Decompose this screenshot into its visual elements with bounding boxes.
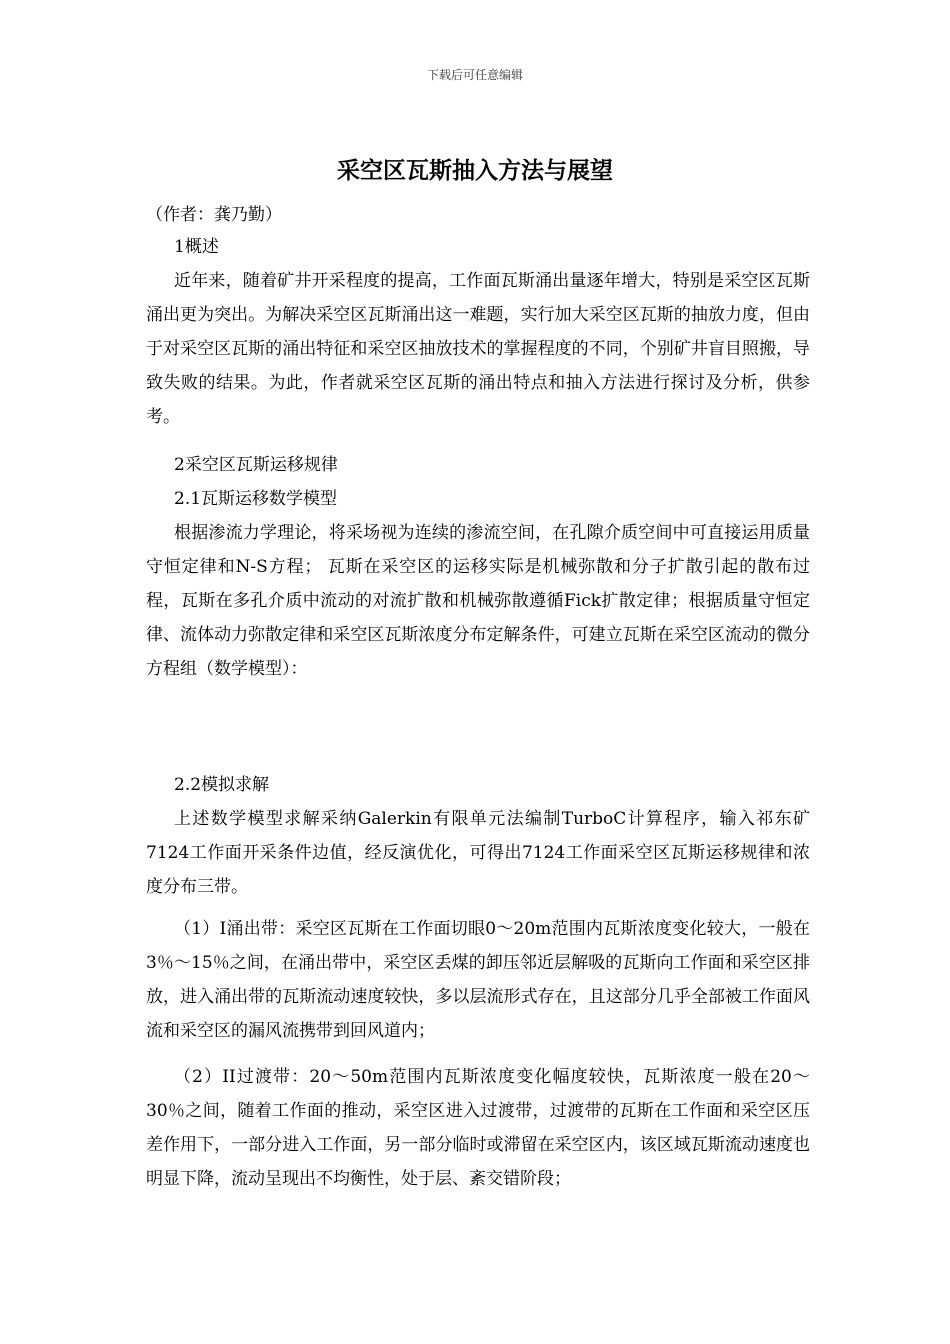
- page-header-note: 下载后可任意编辑: [426, 68, 523, 82]
- paragraph-solution: 上述数学模型求解采纳Galerkin有限单元法编制TurboC计算程序，输入祁东矿7124工作面开采条件边值，经反演优化，可得出7124工作面采空区瓦斯运移规律和浓度分布三带。: [146, 809, 810, 897]
- document-title: 采空区瓦斯抽入方法与展望: [337, 157, 613, 184]
- author-line: （作者：龚乃勤）: [146, 205, 282, 225]
- paragraph-transition-zone: （2）II过渡带：20～50m范围内瓦斯浓度变化幅度较快，瓦斯浓度一般在20～30％之间，随着工作面的推动，采空区进入过渡带，过渡带的瓦斯在工作面和采空区压差作用下，一部分进入工作面，另一部分临时或滞留在采空区内，该区域瓦斯流动速度也明显下降，流动呈现出不均衡性，处于层、紊交错阶段；: [146, 1067, 810, 1189]
- section-2-1-heading: 2.1瓦斯运移数学模型: [174, 489, 338, 509]
- paragraph-emission-zone: （1）I涌出带：采空区瓦斯在工作面切眼0～20m范围内瓦斯浓度变化较大，一般在3％～15％之间，在涌出带中，采空区丢煤的卸压邻近层解吸的瓦斯向工作面和采空区排放，进入涌出带的瓦斯流动速度较快，多以层流形式存在，且这部分几乎全部被工作面风流和采空区的漏风流携带到回风道内；: [146, 919, 810, 1041]
- section-2-2-heading: 2.2模拟求解: [174, 775, 270, 795]
- paragraph-math-model: 根据渗流力学理论，将采场视为连续的渗流空间，在孔隙介质空间中可直接运用质量守恒定律和N-S方程； 瓦斯在采空区的运移实际是机械弥散和分子扩散引起的散布过程，瓦斯在多孔介质中流动的对流扩散和机械弥散遵循Fick扩散定律；根据质量守恒定律、流体动力弥散定律和采空区瓦斯浓度分布定解条件，可建立瓦斯在采空区流动的微分方程组（数学模型）：: [146, 523, 810, 679]
- section-2-heading: 2采空区瓦斯运移规律: [174, 455, 338, 475]
- paragraph-overview: 近年来，随着矿井开采程度的提高，工作面瓦斯涌出量逐年增大，特别是采空区瓦斯涌出更为突出。为解决采空区瓦斯涌出这一难题，实行加大采空区瓦斯的抽放力度，但由于对采空区瓦斯的涌出特征和采空区抽放技术的掌握程度的不同，个别矿井盲目照搬，导致失败的结果。为此，作者就采空区瓦斯的涌出特点和抽入方法进行探讨及分析，供参考。: [146, 271, 810, 427]
- section-1-heading: 1概述: [174, 237, 219, 257]
